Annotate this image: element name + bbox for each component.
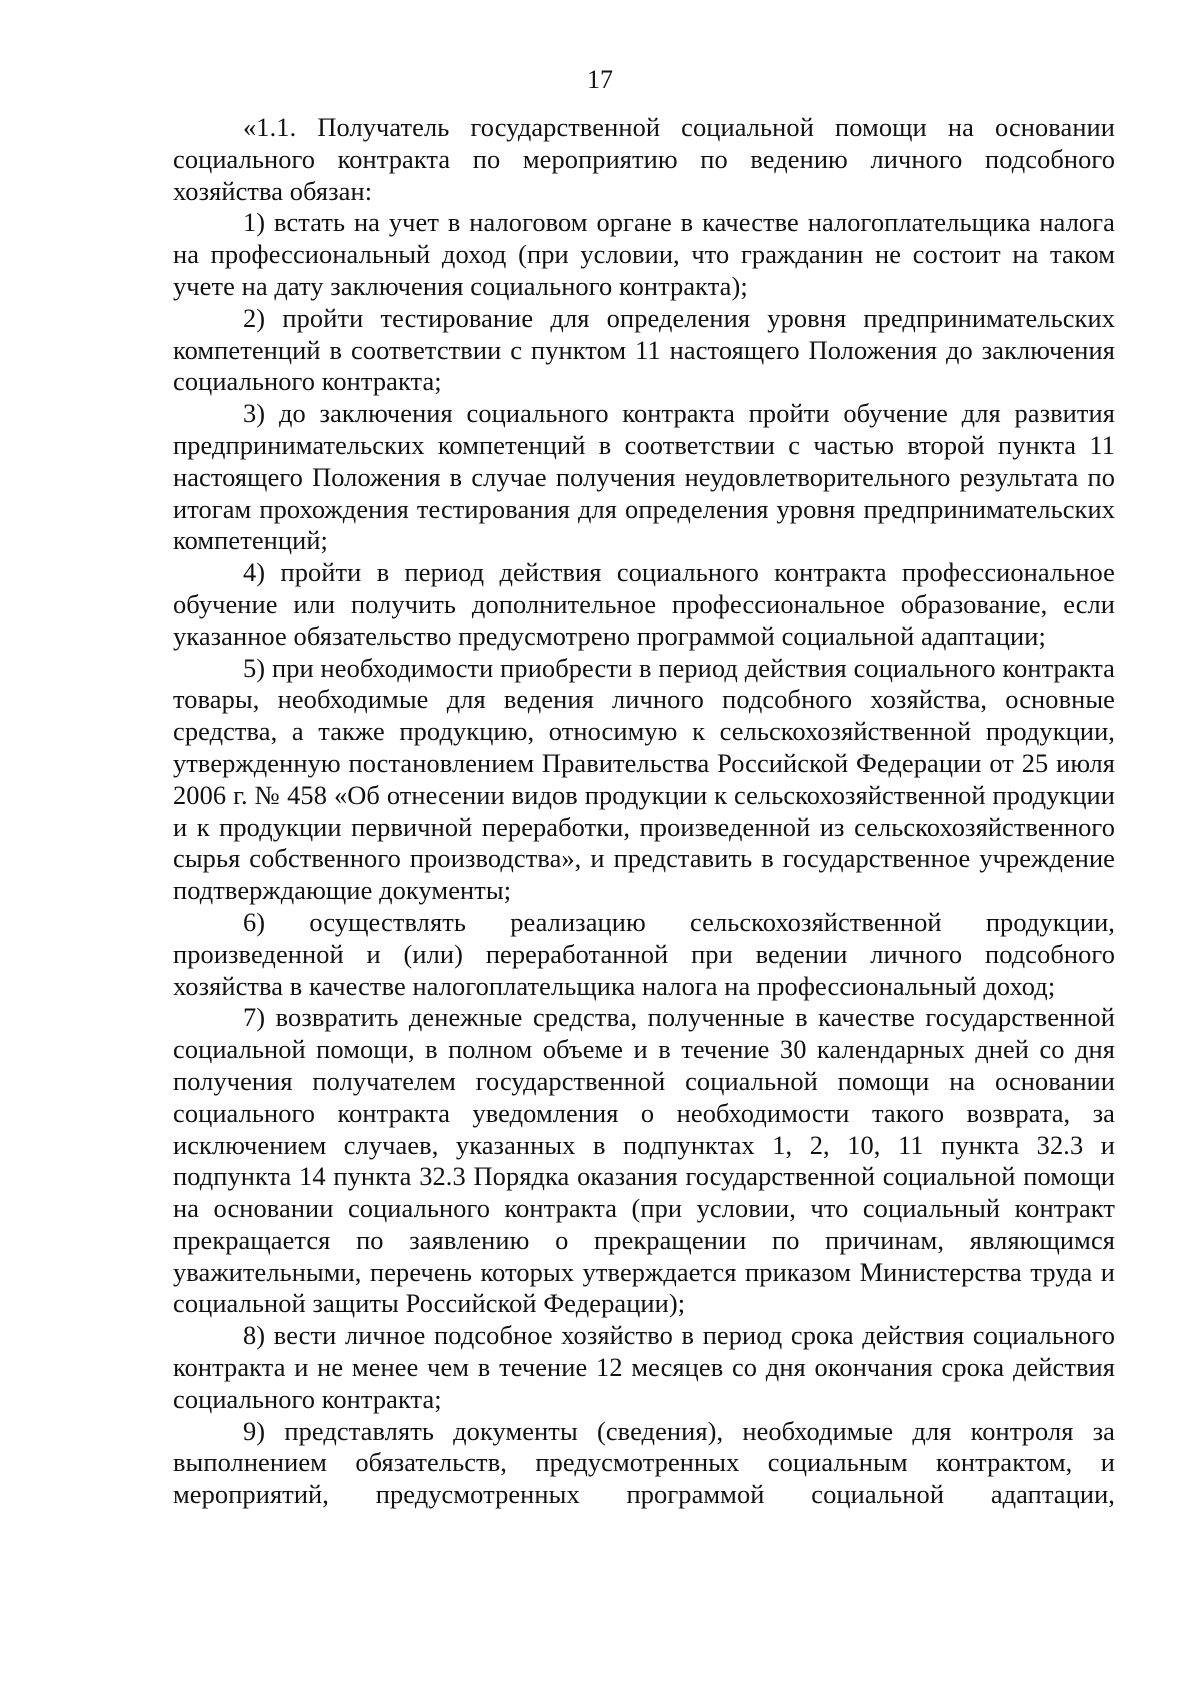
paragraph-item-3: 3) до заключения социального контракта пройти обучение для развития предпринимательских компетенций в соответствии с частью второй пункта 11 настоящего Положения в случае получения неудовлетворительного результата по итогам прохождения тестирования для определения уровня предпринимательских компетенций; <box>173 398 1115 556</box>
paragraph-item-1: 1) встать на учет в налоговом органе в качестве налогоплательщика налога на профессиональный доход (при условии, что гражданин не состоит на таком учете на дату заключения социального контракта); <box>173 207 1115 301</box>
paragraph-item-2: 2) пройти тестирование для определения уровня предпринимательских компетенций в соответствии с пунктом 11 настоящего Положения до заключения социального контракта; <box>173 302 1115 397</box>
paragraph-item-4: 4) пройти в период действия социального контракта профессиональное обучение или получить дополнительное профессиональное образование, если указанное обязательство предусмотрено программой социальной адаптации; <box>173 557 1115 651</box>
paragraph-item-5: 5) при необходимости приобрести в период действия социального контракта товары, необходимые для ведения личного подсобного хозяйства, основные средства, а также продукцию, относимую к сельскохозяйственной продукции, утвержденную постановлением Правительства Российской Федерации от 25 июля 2006 г. № 458 «Об отнесении видов продукции к сельскохозяйственной продукции и к продукции первичной переработки, произведенной из сельскохозяйственного сырья собственного производства», и представить в государственное учреждение подтверждающие документы; <box>173 652 1115 906</box>
paragraph-item-7: 7) возвратить денежные средства, полученные в качестве государственной социальной помощи, в полном объеме и в течение 30 календарных дней со дня получения получателем государственной социальной помощи на основании социального контракта уведомления о необходимости такого возврата, за исключением случаев, указанных в подпунктах 1, 2, 10, 11 пункта 32.3 и подпункта 14 пункта 32.3 Порядка оказания государственной социальной помощи на основании социального контракта (при условии, что социальный контракт прекращается по заявлению о прекращении по причинам, являющимся уважительными, перечень которых утверждается приказом Министерства труда и социальной защиты Российской Федерации); <box>173 1002 1115 1319</box>
paragraph-1-1: «1.1. Получатель государственной социальной помощи на основании социального контракта по мероприятию по ведению личного подсобного хозяйства обязан: <box>173 112 1115 206</box>
document-body <box>173 112 1115 1511</box>
paragraph-item-8: 8) вести личное подсобное хозяйство в период срока действия социального контракта и не менее чем в течение 12 месяцев со дня окончания срока действия социального контракта; <box>173 1320 1115 1414</box>
paragraph-item-9: 9) представлять документы (сведения), необходимые для контроля за выполнением обязательств, предусмотренных социальным контрактом, и мероприятий, предусмотренных программой социальной адаптации, <box>173 1415 1115 1510</box>
page-number: 17 <box>587 65 613 94</box>
paragraph-item-6: 6) осуществлять реализацию сельскохозяйственной продукции, произведенной и (или) переработанной при ведении личного подсобного хозяйства в качестве налогоплательщика налога на профессиональный доход; <box>173 906 1115 1001</box>
